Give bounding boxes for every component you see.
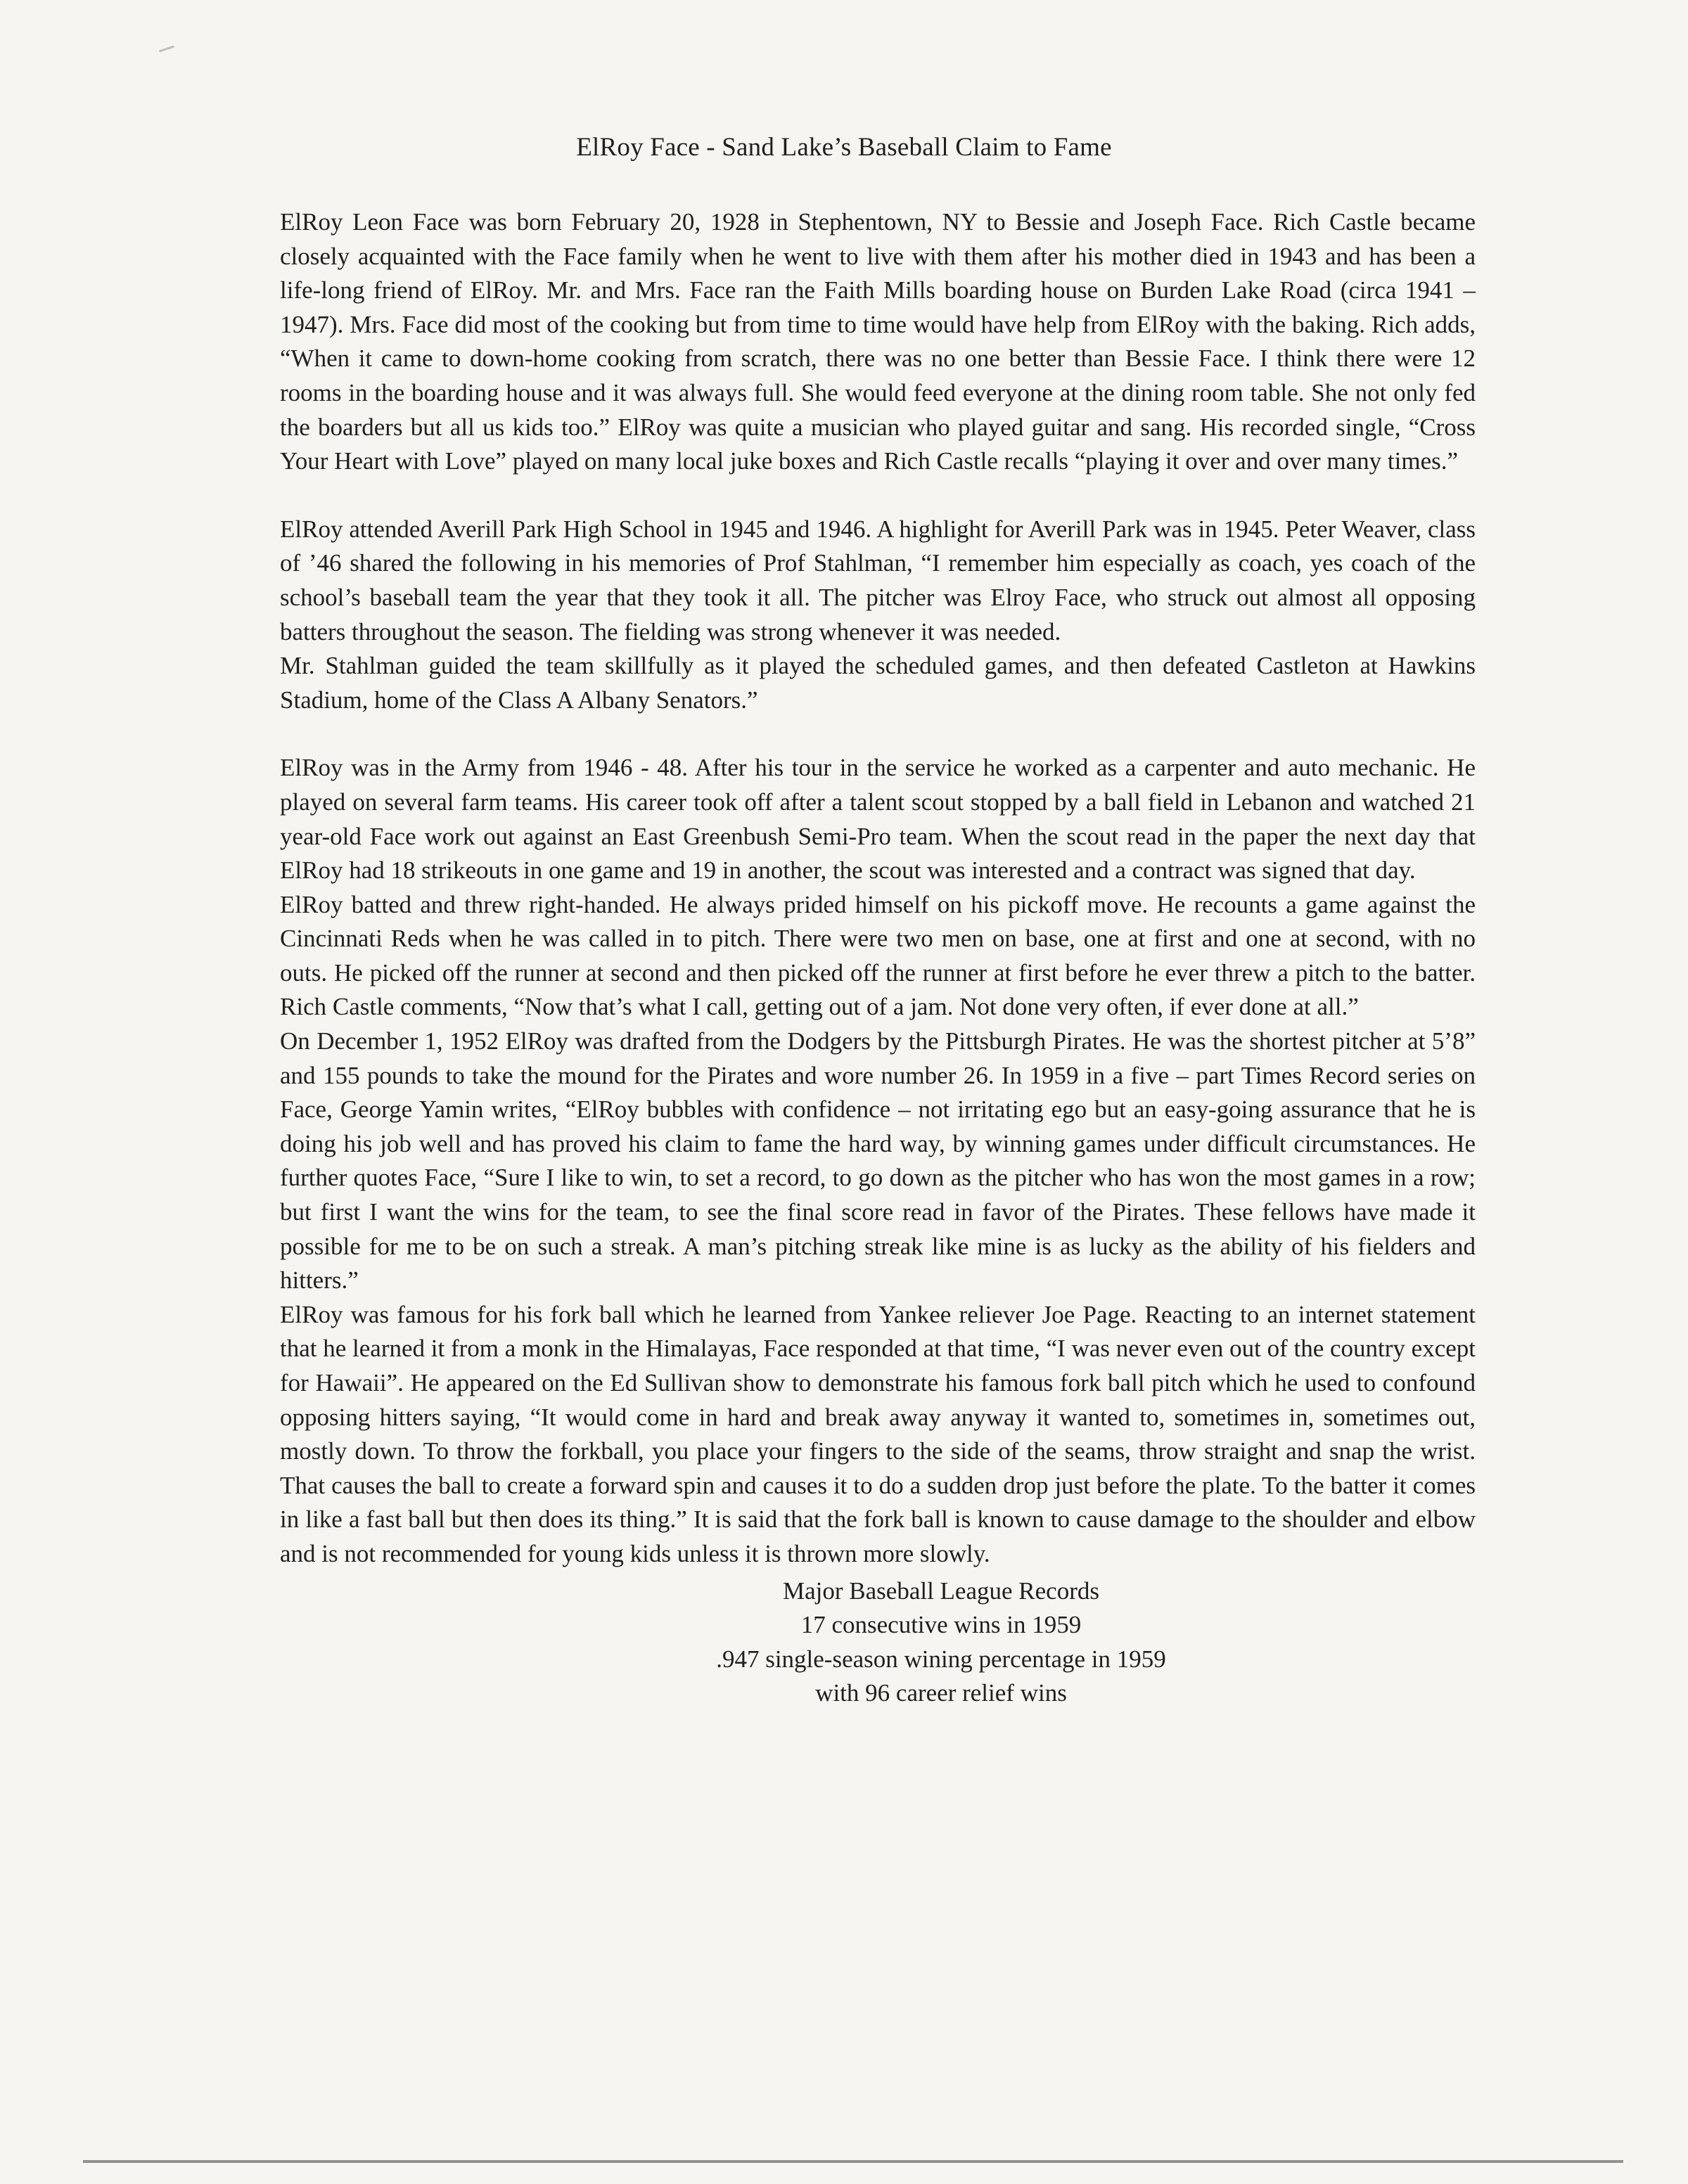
paragraph-text: ElRoy attended Averill Park High School in 1945 and 1946. A highlight for Averill Park was in 1945. Peter Weaver, class of ’46 shared the following in his memories of Prof Stahlman, “I remember him especially as coach, yes coach of the school’s baseball team the year that they took it all. The pitcher was Elroy Face, who struck out almost all opposing batters throughout the season. The fielding was strong whenever it was needed. <box>280 515 1476 645</box>
paragraph-text: ElRoy Leon Face was born February 20, 1928 in Stephentown, NY to Bessie and Joseph Face. Rich Castle became closely acquainted with the Face family when he went to live with them after his mother died in 1943 and has been a life-long friend of ElRoy. Mr. and Mrs. Face ran the Faith Mills boarding house on Burden Lake Road (circa 1941 – 1947). Mrs. Face did most of the cooking but from time to time would have help from ElRoy with the baking. Rich adds, “When it came to down-home cooking from scratch, there was no one better than Bessie Face. I think there were 12 rooms in the boarding house and it was always full. She would feed everyone at the dining room table. She not only fed the boarders but all us kids too.” ElRoy was quite a musician who played guitar and sang. His recorded single, “Cross Your Heart with Love” played on many local juke boxes and Rich Castle recalls “playing it over and over many times.” <box>280 208 1476 475</box>
paragraph-career <box>280 751 1476 1571</box>
paragraph-high-school <box>280 513 1476 718</box>
paragraph-text: Mr. Stahlman guided the team skillfully as it played the scheduled games, and then defeated Castleton at Hawkins Stadium, home of the Class A Albany Senators.” <box>280 652 1476 714</box>
paragraph-text: ElRoy was famous for his fork ball which he learned from Yankee reliever Joe Page. Reacting to an internet statement that he learned it from a monk in the Himalayas, Face responded at that time, “I was never even out of the country except for Hawaii”. He appeared on the Ed Sullivan show to demonstrate his famous fork ball pitch which he used to confound opposing hitters saying, “It would come in hard and break away anyway it wanted to, sometimes in, sometimes out, mostly down. To throw the forkball, you place your fingers to the side of the seams, throw straight and snap the wrist. That causes the ball to create a forward spin and causes it to do a sudden drop just before the plate. To the batter it comes in like a fast ball but then does its thing.” It is said that the fork ball is known to cause damage to the shoulder and elbow and is not recommended for young kids unless it is thrown more slowly. <box>280 1300 1476 1567</box>
paragraph-text: ElRoy batted and threw right-handed. He always prided himself on his pickoff move. He recounts a game against the Cincinnati Reds when he was called in to pitch. There were two men on base, one at first and one at second, with no outs. He picked off the runner at second and then picked off the runner at first before he ever threw a pitch to the batter. Rich Castle comments, “Now that’s what I call, getting out of a jam. Not done very often, if ever done at all.” <box>280 890 1476 1021</box>
paragraph-early-life <box>280 205 1476 479</box>
paragraph-text: ElRoy was in the Army from 1946 - 48. After his tour in the service he worked as a carpenter and auto mechanic. He played on several farm teams. His career took off after a talent scout stopped by a ball field in Lebanon and watched 21 year-old Face work out against an East Greenbush Semi-Pro team. When the scout read in the paper the next day that ElRoy had 18 strikeouts in one game and 19 in another, the scout was interested and a contract was signed that day. <box>280 754 1476 885</box>
page-bottom-rule <box>83 2160 1623 2163</box>
records-block <box>280 1574 1476 1711</box>
record-line: 17 consecutive wins in 1959 <box>800 1611 1082 1639</box>
paragraph-text: On December 1, 1952 ElRoy was drafted from the Dodgers by the Pittsburgh Pirates. He was the shortest pitcher at 5’8” and 155 pounds to take the mound for the Pirates and wore number 26. In 1959 in a five – part Times Record series on Face, George Yamin writes, “ElRoy bubbles with confidence – not irritating ego but an easy-going assurance that he is doing his job well and has proved his claim to fame the hard way, by winning games under difficult circumstances. He further quotes Face, “Sure I like to win, to set a record, to go down as the pitcher who has won the most games in a row; but first I want the wins for the team, to see the final score read in favor of the Pirates. These fellows have made it possible for me to be on such a streak. A man’s pitching streak like mine is as lucky as the ability of his fielders and hitters.” <box>280 1027 1476 1295</box>
document-title: ElRoy Face - Sand Lake’s Baseball Claim to Fame <box>576 133 1112 162</box>
record-line: .947 single-season wining percentage in 1959 <box>716 1645 1166 1673</box>
records-heading: Major Baseball League Records <box>783 1576 1099 1605</box>
document-body <box>280 205 1476 1711</box>
scan-mark <box>159 46 174 53</box>
record-line: with 96 career relief wins <box>815 1679 1067 1707</box>
